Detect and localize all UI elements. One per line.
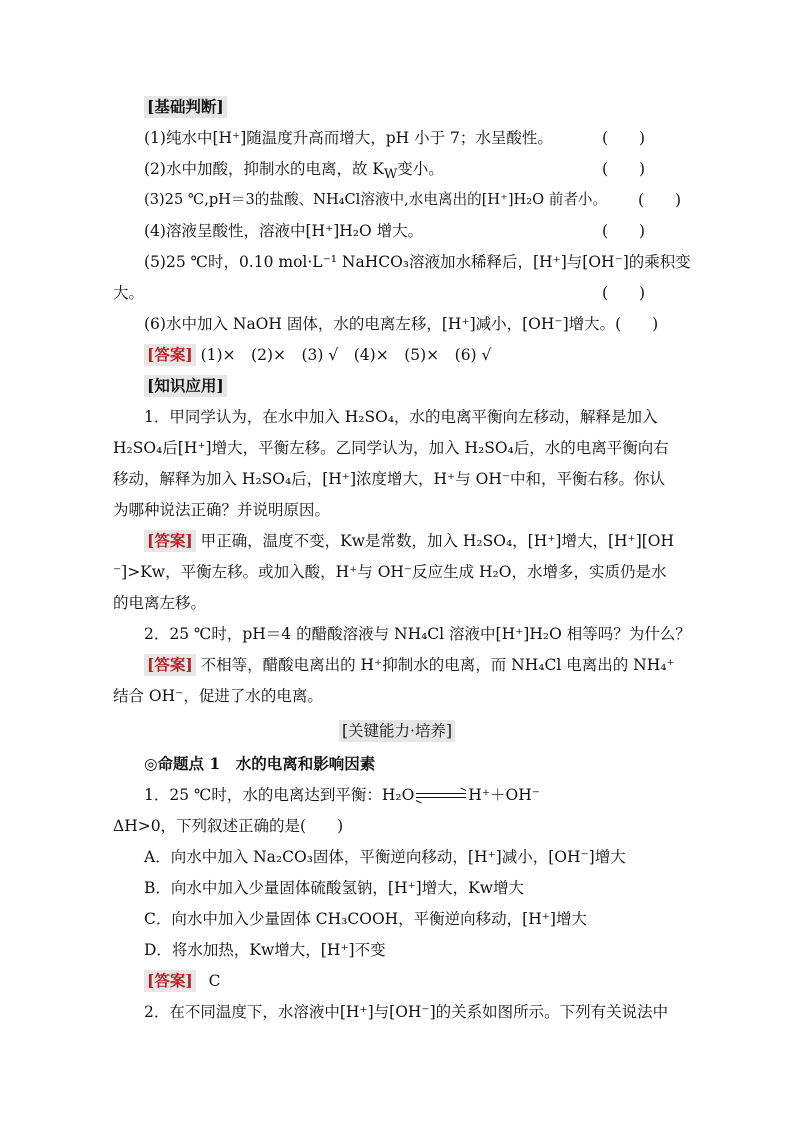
section-heading-ability [0, 720, 794, 742]
equilibrium-arrow-icon [416, 791, 466, 801]
answer-label: [答案] [144, 344, 196, 366]
application-1-line4: 为哪种说法正确？并说明原因。 [113, 501, 331, 519]
knowledge-application-heading: [知识应用] [144, 375, 227, 397]
answer-text: 不相等，醋酸电离出的 H⁺抑制水的电离，而 NH₄Cl 电离出的 NH₄⁺ [200, 656, 675, 674]
option-a[interactable]: A．向水中加入 Na₂CO₃固体，平衡逆向移动，[H⁺]减小，[OH⁻]增大 [144, 848, 626, 866]
key-ability-heading: [关键能力·培养] [339, 720, 455, 742]
example-1-stem-b: H⁺＋OH⁻ [468, 786, 540, 804]
answer-block-3 [144, 654, 675, 676]
section-heading-application [144, 375, 227, 397]
answer-block-4 [144, 970, 220, 992]
option-b[interactable]: B．向水中加入少量固体硫酸氢钠，[H⁺]增大，Kw增大 [144, 879, 525, 897]
example-1-stem-2: ΔH>0，下列叙述正确的是( ) [113, 817, 344, 835]
option-d[interactable]: D．将水加热，Kw增大，[H⁺]不变 [144, 941, 386, 959]
proposition-point-1: ◎命题点 1 水的电离和影响因素 [144, 754, 376, 773]
judgment-2 [144, 158, 444, 186]
answer-blank-1[interactable]: ( ) [602, 129, 646, 147]
answer-2-line2: ⁻]>Kw，平衡左移。或加入酸，H⁺与 OH⁻反应生成 H₂O，水增多，实质仍是水 [113, 563, 667, 581]
judgment-2-text: (2)水中加酸，抑制水的电离，故 K [144, 160, 384, 178]
example-1-stem-a: 1．25 ℃时，水的电离达到平衡：H₂O [144, 786, 415, 804]
judgment-2-tail: 变小。 [397, 160, 444, 178]
application-1-line2: H₂SO₄后[H⁺]增大，平衡左移。乙同学认为，加入 H₂SO₄后，水的电离平衡向右 [113, 439, 669, 457]
judgment-1: (1)纯水中[H⁺]随温度升高而增大，pH 小于 7；水呈酸性。 [144, 129, 553, 147]
application-1-line1: 1．甲同学认为，在水中加入 H₂SO₄，水的电离平衡向左移动，解释是加入 [144, 408, 658, 426]
answer-2-line3: 的电离左移。 [113, 594, 207, 612]
application-2: 2．25 ℃时，pH＝4 的醋酸溶液与 NH₄Cl 溶液中[H⁺]H₂O 相等吗？为什么？ [144, 625, 691, 643]
judgment-6: (6)水中加入 NaOH 固体，水的电离左移，[H⁺]减小，[OH⁻]增大。( ) [144, 315, 659, 333]
answer-text: C [208, 972, 221, 990]
answer-blank-3[interactable]: ( ) [638, 191, 682, 209]
example-1-stem [144, 784, 540, 806]
judgment-5-line1: (5)25 ℃时，0.10 mol·L⁻¹ NaHCO₃溶液加水稀释后，[H⁺]与[OH⁻]的乘积变 [144, 253, 691, 271]
answer-label: [答案] [144, 970, 196, 992]
application-1-line3: 移动，解释为加入 H₂SO₄后，[H⁺]浓度增大，H⁺与 OH⁻中和，平衡右移。你认 [113, 470, 666, 488]
answer-block-2 [144, 530, 674, 552]
section-heading-basic [144, 96, 227, 118]
judgment-4: (4)溶液呈酸性，溶液中[H⁺]H₂O 增大。 [144, 222, 424, 240]
answer-text: (1)× (2)× (3) √ (4)× (5)× (6) √ [200, 346, 492, 364]
answer-text: 甲正确，温度不变，Kw是常数，加入 H₂SO₄，[H⁺]增大，[H⁺][OH [200, 532, 675, 550]
answer-blank-4[interactable]: ( ) [602, 222, 646, 240]
answer-label: [答案] [144, 530, 196, 552]
judgment-5-line2: 大。 [113, 284, 145, 302]
kw-subscript: W [383, 167, 398, 183]
example-2-stem: 2．在不同温度下，水溶液中[H⁺]与[OH⁻]的关系如图所示。下列有关说法中 [144, 1003, 669, 1021]
option-c[interactable]: C．向水中加入少量固体 CH₃COOH，平衡逆向移动，[H⁺]增大 [144, 910, 587, 928]
judgment-3: (3)25 ℃,pH＝3的盐酸、NH₄Cl溶液中,水电离出的[H⁺]H₂O 前者小。 [144, 191, 608, 208]
answer-label: [答案] [144, 654, 196, 676]
answer-block-1 [144, 344, 491, 366]
answer-blank-5[interactable]: ( ) [602, 284, 646, 302]
basic-judgment-heading: [基础判断] [144, 96, 227, 118]
answer-blank-2[interactable]: ( ) [602, 160, 646, 178]
answer-3-line2: 结合 OH⁻，促进了水的电离。 [113, 687, 323, 705]
